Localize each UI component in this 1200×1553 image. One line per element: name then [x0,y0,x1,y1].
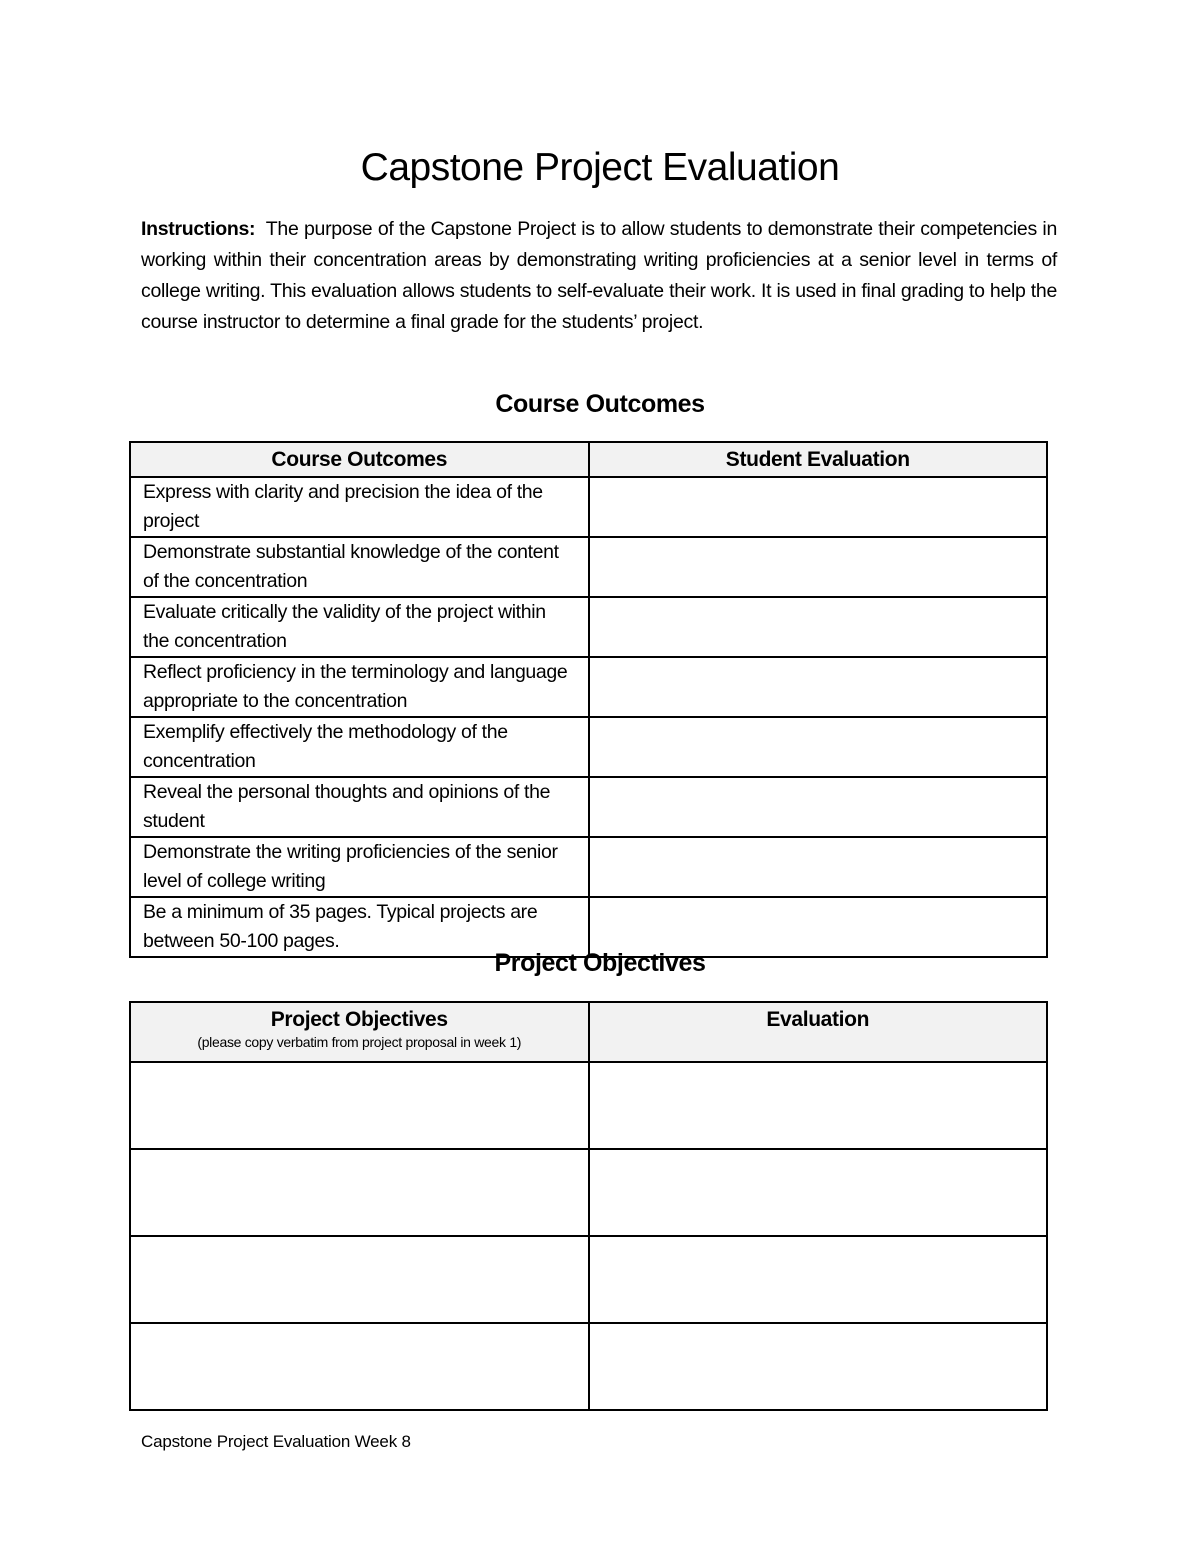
outcome-cell: Demonstrate the writing proficiencies of the senior level of college writing [130,837,589,897]
table-row [130,1236,1047,1323]
objective-cell[interactable] [130,1323,589,1410]
project-objectives-table [129,1001,1048,1411]
column-note: (please copy verbatim from project proposal in week 1) [197,1034,522,1050]
table-row [130,777,1047,837]
table-row [130,537,1047,597]
student-evaluation-cell[interactable] [589,537,1048,597]
column-title: Project Objectives [270,1008,448,1031]
student-evaluation-cell[interactable] [589,897,1048,957]
table-row [130,1149,1047,1236]
student-evaluation-cell[interactable] [589,597,1048,657]
objective-cell[interactable] [130,1149,589,1236]
page-title: Capstone Project Evaluation [360,146,840,189]
objective-cell[interactable] [130,1236,589,1323]
table-row [130,597,1047,657]
instructions-text: The purpose of the Capstone Project is to allow students to demonstrate their competencies in working within their concentration areas by demonstrating writing proficiencies at a senior level in terms of college writing. This evaluation allows students to self-evaluate their work. It is used in final grading to help the course instructor to determine a final grade for the students’ project. [141,218,1057,333]
outcome-cell: Express with clarity and precision the idea of the project [130,477,589,537]
instructions [141,214,1057,338]
outcome-cell: Reveal the personal thoughts and opinions of the student [130,777,589,837]
column-header: Course Outcomes [130,442,589,477]
outcome-cell: Be a minimum of 35 pages. Typical projects are between 50-100 pages. [130,897,589,957]
evaluation-cell[interactable] [589,1236,1048,1323]
student-evaluation-cell[interactable] [589,657,1048,717]
table-row [130,657,1047,717]
page-footer: Capstone Project Evaluation Week 8 [141,1432,411,1451]
table-row [130,897,1047,957]
table-row [130,837,1047,897]
table-row [130,1323,1047,1410]
column-header [130,1002,589,1062]
course-outcomes-table [129,441,1048,958]
objective-cell[interactable] [130,1062,589,1149]
evaluation-cell[interactable] [589,1323,1048,1410]
instructions-label: Instructions: [141,218,256,240]
outcome-cell: Demonstrate substantial knowledge of the content of the concentration [130,537,589,597]
table-row [130,1062,1047,1149]
outcome-cell: Reflect proficiency in the terminology and language appropriate to the concentration [130,657,589,717]
column-header: Evaluation [589,1002,1048,1062]
outcome-cell: Exemplify effectively the methodology of the concentration [130,717,589,777]
course-outcomes-heading: Course Outcomes [495,390,705,418]
evaluation-cell[interactable] [589,1149,1048,1236]
student-evaluation-cell[interactable] [589,777,1048,837]
evaluation-cell[interactable] [589,1062,1048,1149]
column-header: Student Evaluation [589,442,1048,477]
table-row [130,717,1047,777]
outcome-cell: Evaluate critically the validity of the project within the concentration [130,597,589,657]
table-row [130,477,1047,537]
student-evaluation-cell[interactable] [589,477,1048,537]
project-objectives-heading: Project Objectives [494,949,706,977]
student-evaluation-cell[interactable] [589,717,1048,777]
student-evaluation-cell[interactable] [589,837,1048,897]
